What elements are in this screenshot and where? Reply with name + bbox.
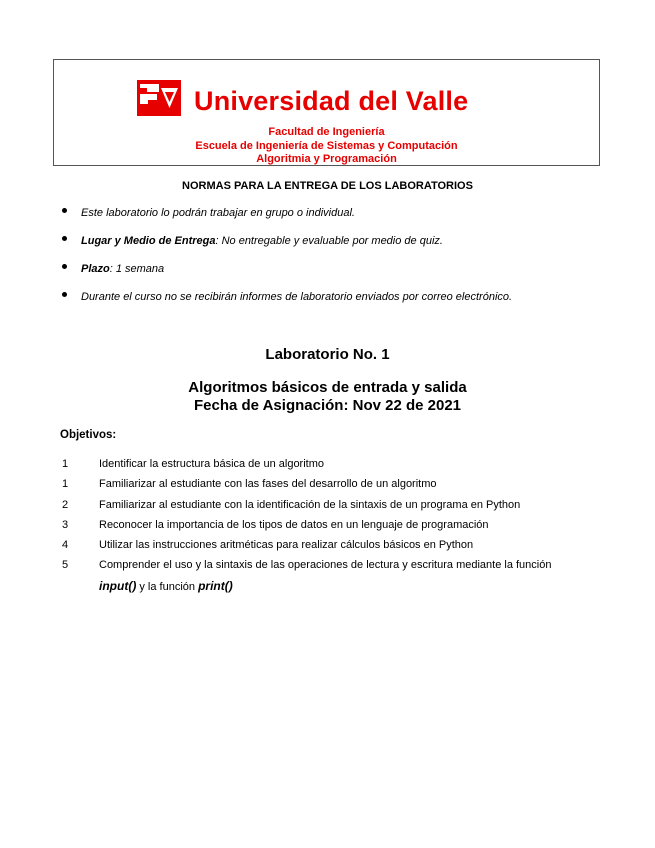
norms-title: NORMAS PARA LA ENTREGA DE LOS LABORATORIOS	[182, 180, 473, 192]
rule-bold: Plazo	[81, 263, 110, 275]
course-line: Algoritmia y Programación	[256, 153, 397, 165]
objective-number: 2	[62, 498, 69, 511]
rule-text: : 1 semana	[109, 263, 165, 275]
objective-number: 5	[62, 559, 69, 572]
bullet-icon	[62, 208, 67, 213]
rule-text: Durante el curso no se recibirán informes de laboratorio enviados por correo electrónico.	[81, 291, 513, 303]
faculty-line: Facultad de Ingeniería	[268, 126, 385, 138]
bullet-icon	[62, 236, 67, 241]
header-box	[53, 59, 600, 166]
objective-text: Identificar la estructura básica de un algoritmo	[99, 458, 325, 470]
lab-subtitle: Algoritmos básicos de entrada y salida	[188, 379, 467, 396]
objective-text: Familiarizar al estudiante con la identificación de la sintaxis de un programa en Python	[99, 498, 521, 511]
rule-text: Este laboratorio lo podrán trabajar en grupo o individual.	[81, 207, 355, 219]
lab-heading	[0, 379, 655, 415]
norms-list	[60, 201, 620, 313]
lab-date: Fecha de Asignación: Nov 22 de 2021	[193, 397, 462, 414]
list-item	[60, 257, 620, 285]
objective-text: Utilizar las instrucciones aritméticas para realizar cálculos básicos en Python	[99, 539, 474, 552]
bullet-icon	[62, 264, 67, 269]
connector-text: y la función	[136, 581, 199, 593]
list-item	[60, 229, 620, 257]
objectives-label: Objetivos:	[60, 429, 117, 441]
objective-text: Familiarizar al estudiante con las fases del desarrollo de un algoritmo	[99, 478, 437, 491]
objective-number: 1	[62, 478, 69, 491]
lab-title: Laboratorio No. 1	[265, 346, 390, 363]
bullet-icon	[62, 292, 67, 297]
objective-number: 1	[62, 458, 69, 470]
objectives-list	[60, 457, 620, 579]
rule-bold: Lugar y Medio de Entrega	[81, 235, 216, 247]
input-function: input()	[99, 579, 137, 593]
list-item	[60, 538, 620, 558]
print-function: print()	[198, 579, 233, 593]
univalle-logo-icon	[137, 80, 181, 116]
school-line: Escuela de Ingeniería de Sistemas y Computación	[195, 139, 458, 152]
list-item	[60, 477, 620, 497]
university-name: Universidad del Valle	[194, 86, 469, 116]
objective-continuation	[99, 579, 233, 593]
list-item	[60, 285, 620, 313]
objective-text: Comprender el uso y la sintaxis de las operaciones de lectura y escritura mediante la función	[99, 559, 552, 572]
rule-text: : No entregable y evaluable por medio de quiz.	[215, 235, 443, 247]
objective-text: Reconocer la importancia de los tipos de datos en un lenguaje de programación	[99, 518, 489, 531]
list-item	[60, 201, 620, 229]
faculty-info	[54, 126, 599, 167]
objective-number: 3	[62, 518, 69, 531]
list-item	[60, 518, 620, 538]
list-item	[60, 498, 620, 518]
list-item	[60, 457, 620, 477]
list-item	[60, 558, 620, 578]
objective-number: 4	[62, 539, 69, 552]
